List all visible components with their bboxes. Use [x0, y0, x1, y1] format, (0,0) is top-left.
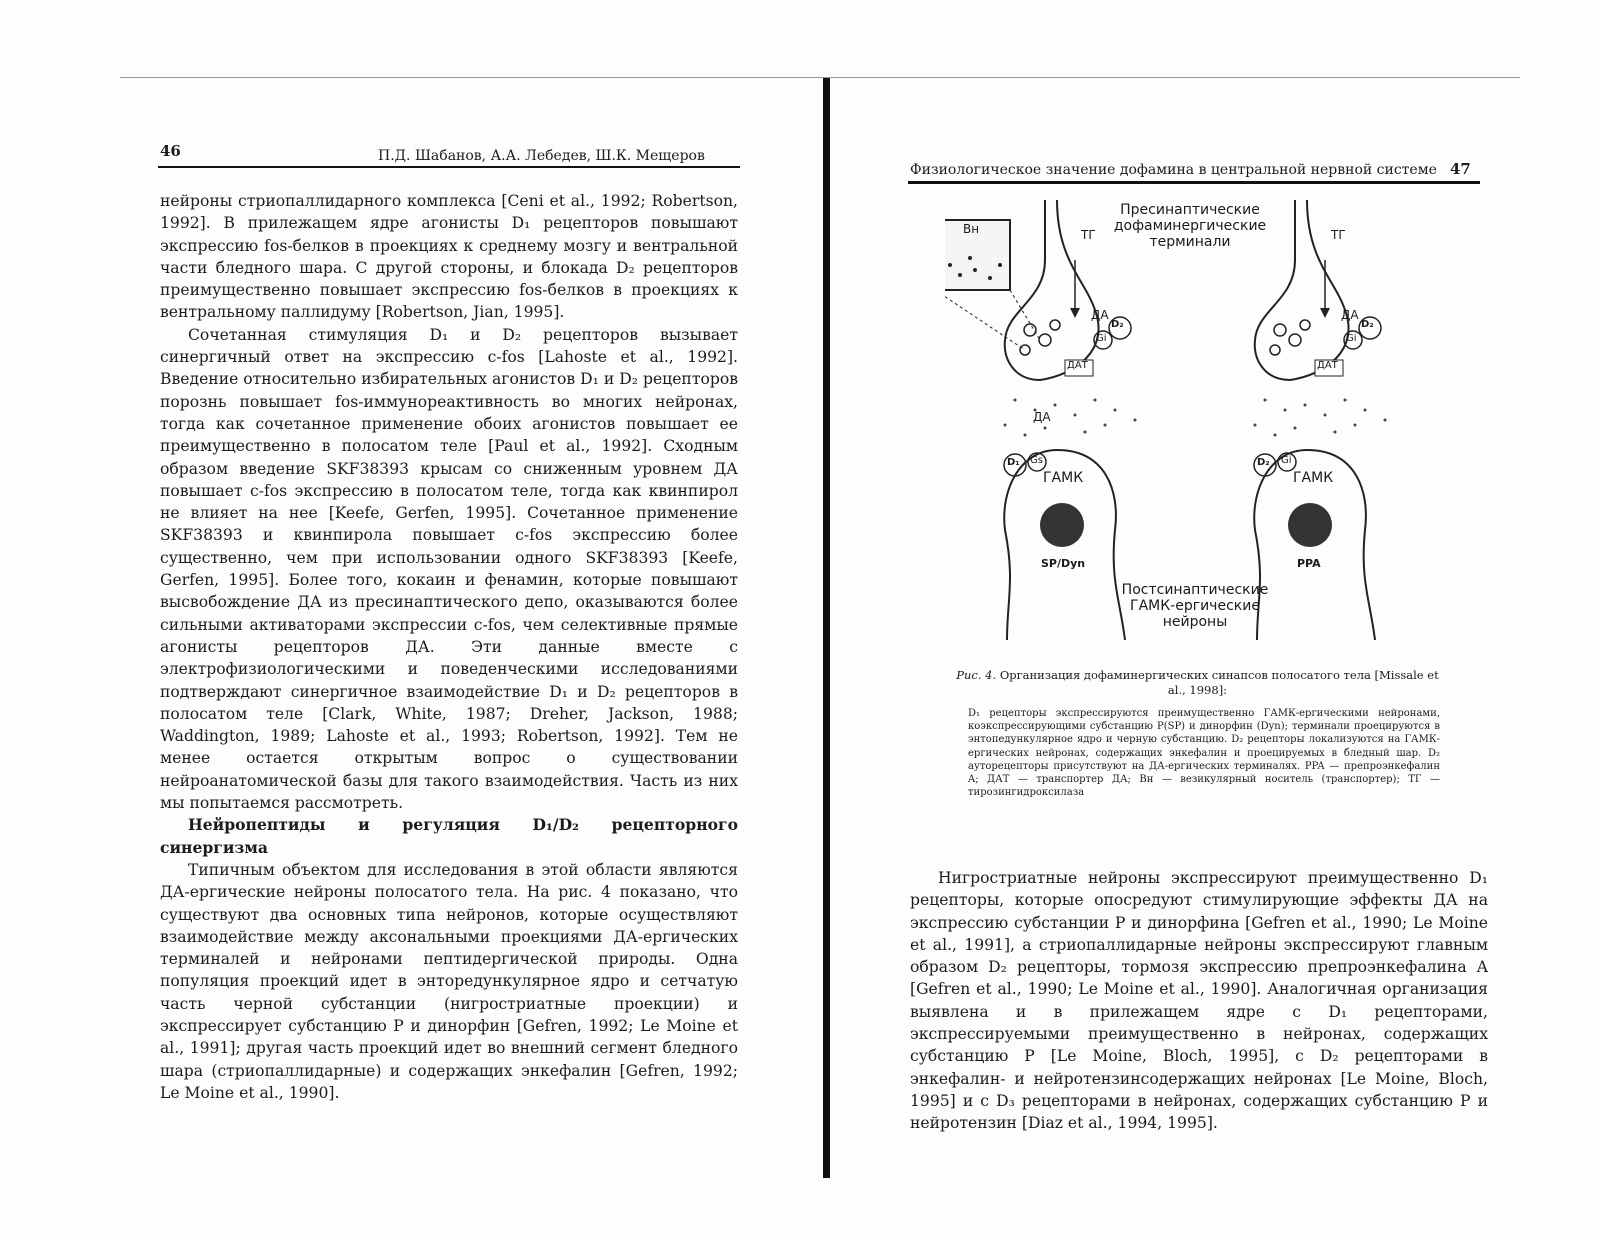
presynaptic-label	[1110, 202, 1270, 250]
paragraph: Типичным объектом для исследования в этой области являются ДА-ергические нейроны полосатого тела. На рис. 4 показано, что существуют два основных типа нейронов, которые осуществляют взаимодействие между аксональными проекциями ДА-ергических терминалей и нейронами пептидергической природы. Одна популяция проекций идет в энторедункулярное ядро и сетчатую часть черной субстанции (нигростриатные проекции) и экспрессирует субстанцию P и динорфин [Gefren, 1992; Le Moine et al., 1991]; другая часть проекций идет во внешний сегмент бледного шара (стриопаллидарные) и содержащих энкефалин [Gefren, 1992; Le Moine et al., 1990].	[160, 860, 738, 1102]
vn-label: Вн	[963, 222, 980, 236]
da-label-right-top: ДА	[1341, 308, 1359, 322]
dat-label-left: ДАТ	[1067, 360, 1088, 371]
book-spine	[823, 78, 830, 1178]
presynaptic-label-line: Пресинаптические	[1120, 202, 1260, 218]
spdyn-label: SP/Dyn	[1041, 557, 1086, 570]
figure-caption-body: D₁ рецепторы экспрессируются преимущественно ГАМК-ергическими нейронами, коэкспрессирующими субстанцию P(SP) и динорфин (Dyn); терминали проецируются в энтопедункулярное ядро и черную субстанцию. D₂ рецепторы локализуются на ГАМК-ергических нейронах, содержащих энкефалин и проецируемых в бледный шар. D₂ ауторецепторы присутствуют на ДА-ергических терминалях. PPA — препроэнкефалин A; ДАТ — транспортер ДА; Вн — везикулярный носитель (транспортер); ТГ — тирозингидроксилаза	[968, 708, 1440, 799]
ppa-label: PPA	[1297, 557, 1321, 570]
d2-label-right: D₂	[1361, 319, 1374, 330]
gi-label-post: Gi	[1281, 455, 1292, 466]
postsynaptic-label	[1110, 582, 1280, 630]
right-running-head: Физиологическое значение дофамина в центральной нервной системе	[910, 162, 1437, 178]
caption-prefix: Рис. 4.	[956, 668, 997, 682]
paragraph: Сочетанная стимуляция D₁ и D₂ рецепторов вызывает синергичный ответ на экспрессию c-fos [Lahoste et al., 1992]. Введение относительно избирательных агонистов D₁ и D₂ рецепторов порознь повышает fos-иммунореактивность во многих нейронах, тогда как сочетанное применение обоих агонистов повышает ее преимущественно в полосатом теле [Paul et al., 1992]. Сходным образом введение SKF38393 крысам со сниженным уровнем ДА повышает c-fos экспрессию в полосатом теле, тогда как квинпирол не влияет на нее [Keefe, Gerfen, 1995]. Сочетанное применение SKF38393 и квинпирола повышает c-fos экспрессию более существенно, чем при использовании одного SKF38393 [Keefe, Gerfen, 1995]. Более того, кокаин и фенамин, которые повышают высвобождение ДА из пресинаптического депо, оказываются более сильными активаторами экспрессии c-fos, чем селективные прямые агонисты рецепторов ДА. Эти данные вместе с электрофизиологическими и поведенческими исследованиями подтверждают синергичное взаимодействие D₁ и D₂ рецепторов в полосатом теле [Clark, White, 1987; Dreher, Jackson, 1988; Waddington, 1989; Lahoste et al., 1993; Robertson, 1992]. Тем не менее остается открытым вопрос о существовании нейроанатомической базы для такого взаимодействия. Часть из них мы попытаемся рассмотреть.	[160, 325, 738, 813]
left-running-head: П.Д. Шабанов, А.А. Лебедев, Ш.К. Мещеров	[378, 148, 705, 164]
postsynaptic-label-line: ГАМК-ергические	[1130, 598, 1260, 614]
left-page-number: 46	[160, 142, 181, 160]
dat-label-right: ДАТ	[1317, 360, 1338, 371]
right-page-number: 47	[1450, 160, 1471, 178]
scan-top-line	[120, 77, 1520, 78]
left-head-rule	[158, 166, 740, 168]
gi-label-left: Gi	[1096, 333, 1107, 344]
postsynaptic-label-line: Постсинаптические	[1121, 582, 1269, 598]
gi-label-right: Gi	[1346, 333, 1357, 344]
paragraph: нейроны стриопаллидарного комплекса [Ceni et al., 1992; Robertson, 1992]. В прилежащем ядре агонисты D₁ рецепторов повышают экспрессию fos-белков в проекциях к среднему мозгу и вентральной части бледного шара. С другой стороны, и блокада D₂ рецепторов преимущественно повышает экспрессию fos-белков в проекциях к вентральному паллидуму [Robertson, Jian, 1995].	[160, 192, 738, 322]
da-label-left-top: ДА	[1091, 308, 1109, 322]
presynaptic-label-line: терминали	[1149, 234, 1231, 250]
da-label-cleft: ДА	[1033, 410, 1051, 424]
presynaptic-label-line: дофаминергические	[1113, 218, 1267, 234]
postsynaptic-label-line: нейроны	[1162, 614, 1228, 630]
d1-label: D₁	[1007, 457, 1020, 468]
d2-label-post: D₂	[1257, 457, 1270, 468]
paragraph: Нигростриатные нейроны экспрессируют преимущественно D₁ рецепторы, которые опосредуют стимулирующие эффекты ДА на экспрессию субстанции P и динорфина [Gefren et al., 1990; Le Moine et al., 1991], а стриопаллидарные нейроны экспрессируют главным образом D₂ рецепторы, тормозя экспрессию препроэнкефалина A [Gefren et al., 1990; Le Moine et al., 1990]. Аналогичная организация выявлена и в прилежащем ядре с D₁ рецепторами, экспрессируемыми преимущественно в нейронах, содержащих субстанцию P [Le Moine, Bloch, 1995], с D₂ рецепторами в энкефалин- и нейротензинсодержащих нейронах [Le Moine, Bloch, 1995] и с D₃ рецепторами в нейронах, содержащих субстанцию P и нейротензин [Diaz et al., 1994, 1995].	[910, 869, 1488, 1133]
right-text-column	[910, 867, 1488, 1135]
tg-label-right: ТГ	[1331, 228, 1346, 242]
tg-label-left: ТГ	[1081, 228, 1096, 242]
left-text-column	[160, 190, 738, 1104]
gaba-label-right: ГАМК	[1293, 470, 1334, 486]
subheading: Нейропептиды и регуляция D₁/D₂ рецепторного синергизма	[160, 815, 738, 857]
caption-title-text: Организация дофаминергических синапсов полосатого тела [Missale et al., 1998]:	[999, 668, 1439, 697]
synapse-figure	[945, 200, 1445, 655]
right-head-rule	[908, 181, 1480, 184]
gs-label: Gs	[1030, 455, 1043, 466]
d2-label-left: D₂	[1111, 319, 1124, 330]
gaba-label-left: ГАМК	[1043, 470, 1084, 486]
figure-caption-title	[955, 668, 1440, 698]
